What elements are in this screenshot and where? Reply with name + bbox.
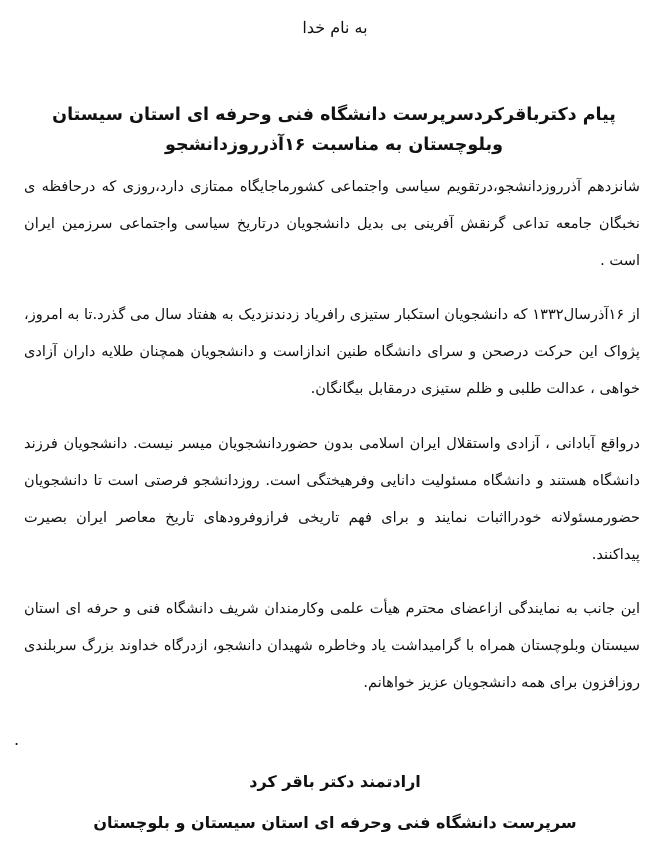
signature-position: سرپرست دانشگاه فنی وحرفه ای استان سیستان و بلوچستان <box>93 813 577 832</box>
trailing-mark: . <box>14 730 20 749</box>
bismillah-heading: به نام خدا <box>302 18 368 37</box>
paragraph-2: از ۱۶آذرسال۱۳۳۲ که دانشجویان استکبار ستیزی رافریاد زدندنزدیک به هفتاد سال می گذرد.تا به امروز، پژواک این حرکت درصحن و سرای دانشگاه طنین اندازاست و دانشجویان همچنان طلایه داران آزادی خواهی ، عدالت طلبی و ظلم ستیزی درمقابل بیگانگان. <box>24 306 640 397</box>
paragraph-3: درواقع آبادانی ، آزادی واستقلال ایران اسلامی بدون حضوردانشجویان میسر نیست. دانشجویان فرزند دانشگاه هستند و دانشگاه مسئولیت دانایی وفرهیختگی است. روزدانشجو فرصتی است تا دانشجویان حضورمسئولانه خودرااثبات نمایند و برای فهم تاریخی فرازوفرودهای تاریخ معاصر ایران بصیرت پیداکنند. <box>24 435 640 563</box>
signature-name: ارادتمند دکتر باقر کرد <box>249 772 421 791</box>
paragraph-4: این جانب به نمایندگی ازاعضای محترم هیأت علمی وکارمندان شریف دانشگاه فنی و حرفه ای استان سیستان وبلوچستان همراه با گرامیداشت یاد وخاطره شهیدان دانشجو، ازدرگاه خداوند بزرگ سربلندی روزافزون برای همه دانشجویان عزیز خواهانم. <box>24 600 640 691</box>
letter-title: پیام دکترباقرکردسرپرست دانشگاه فنی وحرفه ای استان سیستان وبلوچستان به مناسبت ۱۶آذرروزدانشجو <box>52 105 616 155</box>
paragraph-1: شانزدهم آذرروزدانشجو،درتقویم سیاسی واجتماعی کشورماجایگاه ممتازی دارد،روزی که درحافظه ی نخبگان جامعه تداعی گرنقش آفرینی بی بدیل دانشجویان درتاریخ سیاسی واجتماعی سرزمین ایران است . <box>24 178 640 269</box>
